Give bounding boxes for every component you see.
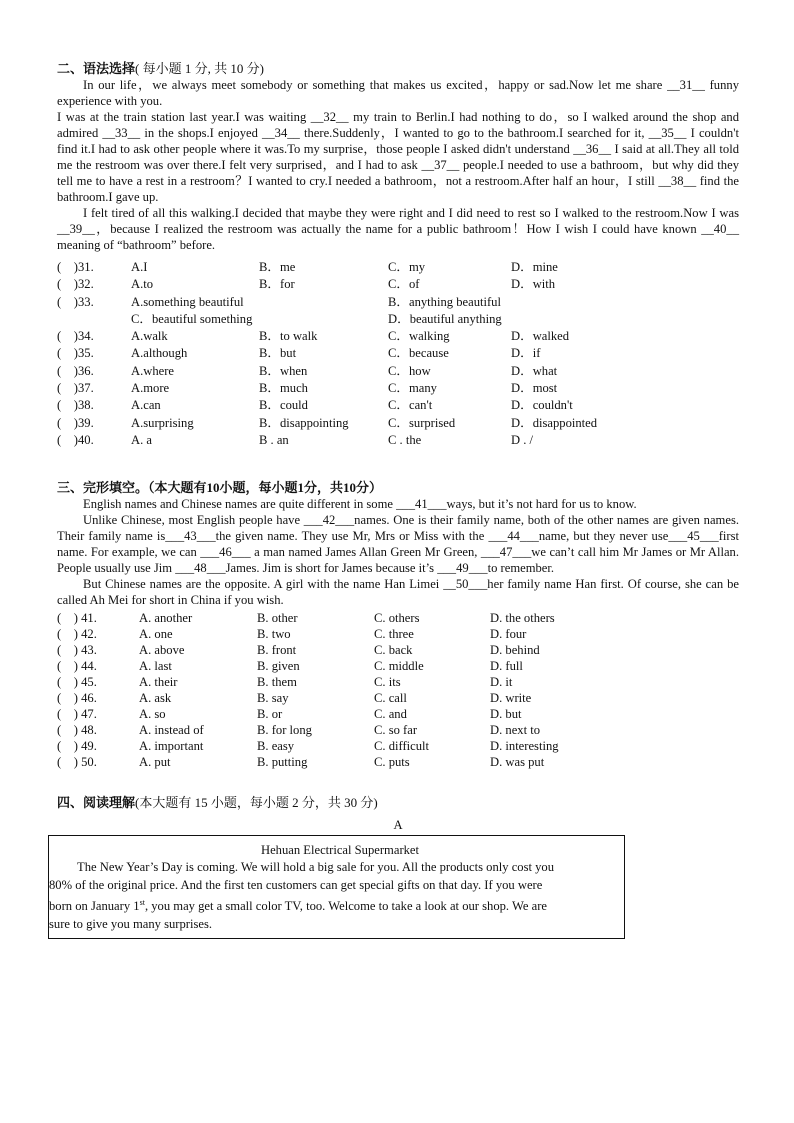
option-row xyxy=(57,706,600,722)
option-a[interactable]: A. instead of xyxy=(139,723,204,738)
option-b[interactable]: B．could xyxy=(259,398,308,413)
option-b[interactable]: B. or xyxy=(257,707,283,722)
option-c[interactable]: C. middle xyxy=(374,659,424,674)
option-a[interactable]: A.can xyxy=(131,398,161,413)
option-a[interactable]: C．beautiful something xyxy=(131,311,253,326)
option-b[interactable]: B．for xyxy=(259,277,295,292)
option-row xyxy=(57,642,600,658)
option-b[interactable]: B. for long xyxy=(257,723,312,738)
option-b[interactable]: B. putting xyxy=(257,755,308,770)
option-d[interactable]: D. the others xyxy=(490,611,555,626)
option-row xyxy=(57,690,600,706)
option-c[interactable]: C . the xyxy=(388,432,422,447)
option-b[interactable]: B. them xyxy=(257,675,297,690)
option-c[interactable]: C. back xyxy=(374,643,413,658)
option-row xyxy=(57,738,600,754)
option-d[interactable]: D. but xyxy=(490,707,522,722)
option-d[interactable]: D. write xyxy=(490,691,532,706)
question-number: ( ) 44. xyxy=(57,659,97,674)
advertisement-box xyxy=(48,835,625,939)
option-c[interactable]: C. and xyxy=(374,707,407,722)
option-d[interactable]: D. it xyxy=(490,675,513,690)
option-row xyxy=(57,259,621,276)
question-number: ( )40. xyxy=(57,432,94,447)
option-a[interactable]: A. last xyxy=(139,659,172,674)
option-d[interactable]: D . / xyxy=(511,432,534,447)
option-row xyxy=(57,276,621,293)
option-b[interactable]: B. given xyxy=(257,659,300,674)
option-row xyxy=(57,328,621,345)
section-grammar xyxy=(57,60,739,449)
option-a[interactable]: A.something beautiful xyxy=(131,294,244,309)
option-c[interactable]: C. difficult xyxy=(374,739,430,754)
option-d[interactable]: D. behind xyxy=(490,643,540,658)
paragraph: But Chinese names are the opposite. A girl with the name Han Limei __50___her family name Han first. Of course, she can be called Ah Mei for short in China if you wish. xyxy=(57,577,739,608)
question-number: ( )38. xyxy=(57,398,94,413)
option-c[interactable]: C．my xyxy=(388,260,426,274)
option-d[interactable]: D．walked xyxy=(511,329,570,344)
question-number: ( )31. xyxy=(57,260,94,274)
option-c[interactable]: C．walking xyxy=(388,329,450,344)
option-row xyxy=(57,610,600,626)
option-a[interactable]: A. another xyxy=(139,611,193,626)
option-c[interactable]: C．many xyxy=(388,381,437,396)
option-a[interactable]: A.walk xyxy=(131,329,168,344)
option-a[interactable]: A. put xyxy=(139,755,171,770)
option-d[interactable]: D. next to xyxy=(490,723,541,738)
question-number: ( )34. xyxy=(57,329,94,344)
option-row xyxy=(57,674,600,690)
option-c[interactable]: C．because xyxy=(388,346,449,361)
option-d[interactable]: D. was put xyxy=(490,755,545,770)
question-number xyxy=(57,311,131,328)
question-number: ( ) 46. xyxy=(57,691,97,706)
option-a[interactable]: A.where xyxy=(131,363,175,378)
section-reading xyxy=(49,794,739,939)
paragraph: I was at the train station last year.I was waiting __32__ my train to Berlin.I had nothing to do，so I walked around the shop and admired __33__ in the shops.I enjoyed __34__ there.Suddenly，I wanted to go to the bathroom.I searched for it, __35__ I couldn't find it.I had to ask other people where it was.To my surprise，those people I asked didn't understand __36__ I said at all.They all told me the restroom was over there.I felt very surprised，and I had to ask __37__ people.I needed to use a bathroom，but why did they tell me to have a rest in a restroom？I wanted to cry.I needed a bathroom，not a restroom.After half an hour，I still __38__ find the bathroom.I gave up. xyxy=(57,110,739,204)
ad-line: born on January 1st, you may get a small color TV, too. Welcome to take a look at our shop. We are xyxy=(49,898,547,914)
option-b[interactable]: B．when xyxy=(259,363,308,378)
option-row xyxy=(57,311,621,328)
option-c[interactable]: C. three xyxy=(374,627,414,642)
option-d[interactable]: D. interesting xyxy=(490,739,559,754)
ad-line: 80% of the original price. And the first ten customers can get special gifts on that day. If you were xyxy=(49,877,543,892)
option-row xyxy=(57,432,621,449)
option-c[interactable]: C．surprised xyxy=(388,415,456,430)
option-a[interactable]: A. so xyxy=(139,707,166,722)
question-number: ( ) 41. xyxy=(57,611,97,626)
question-number: ( )33. xyxy=(57,294,94,309)
question-number: ( )37. xyxy=(57,381,94,396)
option-d[interactable]: D. four xyxy=(490,627,527,642)
option-a[interactable]: A. important xyxy=(139,739,204,754)
option-d[interactable]: D．most xyxy=(511,381,558,396)
option-b[interactable]: B. front xyxy=(257,643,297,658)
option-row xyxy=(57,415,621,432)
option-b[interactable]: B．but xyxy=(259,346,297,361)
paragraph: English names and Chinese names are quite different in some ___41___ways, but it’s not hard for us to know. xyxy=(83,497,637,512)
paragraph: I felt tired of all this walking.I decided that maybe they were right and I did need to rest so I walked to the restroom.Now I was __39__，because I realized the restroom was actually the name for a public bathroom！How I wish I could have known __40__ meaning of “bathroom” before. xyxy=(57,206,739,252)
option-b[interactable]: B. other xyxy=(257,611,298,626)
question-number: ( ) 48. xyxy=(57,723,97,738)
option-a[interactable]: A. their xyxy=(139,675,178,690)
option-d[interactable]: D．couldn't xyxy=(511,398,573,413)
option-a[interactable]: A.surprising xyxy=(131,415,194,430)
question-number: ( )39. xyxy=(57,415,94,430)
option-c[interactable]: D．beautiful anything xyxy=(388,311,502,326)
option-row xyxy=(57,363,621,380)
option-row xyxy=(57,626,600,642)
option-a[interactable]: A.although xyxy=(131,346,188,361)
ad-line: sure to give you many surprises. xyxy=(49,917,212,932)
option-a[interactable]: A.I xyxy=(131,260,148,274)
option-c[interactable]: C. so far xyxy=(374,723,418,738)
option-row xyxy=(57,658,600,674)
option-d[interactable]: D．with xyxy=(511,277,556,292)
option-d[interactable]: D．what xyxy=(511,363,558,378)
option-b[interactable]: B．much xyxy=(259,381,308,396)
question-number: ( )36. xyxy=(57,363,94,378)
option-d[interactable]: D．if xyxy=(511,346,541,361)
option-row xyxy=(57,380,621,397)
option-d[interactable]: D．disappointed xyxy=(511,415,598,430)
option-c[interactable]: C. others xyxy=(374,611,420,626)
exam-page xyxy=(49,60,739,939)
ad-title: Hehuan Electrical Supermarket xyxy=(260,843,420,858)
option-b[interactable]: B. say xyxy=(257,691,289,706)
question-number: ( ) 47. xyxy=(57,707,97,722)
question-number: ( )32. xyxy=(57,277,94,292)
option-c[interactable]: C. puts xyxy=(374,755,410,770)
option-a[interactable]: A.to xyxy=(131,277,154,292)
option-a[interactable]: A.more xyxy=(131,381,170,396)
section-title: 二、语法选择( 每小题 1 分, 共 10 分) xyxy=(57,61,264,76)
option-c[interactable]: C. call xyxy=(374,691,407,706)
question-number: ( ) 50. xyxy=(57,755,97,770)
paragraph: Unlike Chinese, most English people have ___42___names. One is their family name, both of the other names are given names. Their family name is___43___the given name. They use Mr, Mrs or Miss with the ___44___name, but they never use___45___first name. For example, we can ___46___ a man named James Allan Green Mr Green, ___47___we can’t call him Mr James or Mr Allan. People usually use Jim ___48___James. Jim is short for James because it’s ___49___to remember. xyxy=(57,513,739,576)
section-title: 四、阅读理解(本大题有 15 小题，每小题 2 分，共 30 分) xyxy=(57,795,378,811)
option-row xyxy=(57,754,600,770)
option-a[interactable]: A. ask xyxy=(139,691,172,706)
option-c[interactable]: B．anything beautiful xyxy=(388,294,501,309)
option-a[interactable]: A. a xyxy=(131,432,152,447)
option-c[interactable]: C．of xyxy=(388,277,420,292)
option-c[interactable]: C．how xyxy=(388,363,431,378)
option-b[interactable]: B．to walk xyxy=(259,329,318,344)
part-label: A xyxy=(393,818,403,833)
option-b[interactable]: B. easy xyxy=(257,739,295,754)
option-a[interactable]: A. above xyxy=(139,643,185,658)
option-b[interactable]: B．me xyxy=(259,260,296,274)
option-d[interactable]: D. full xyxy=(490,659,523,674)
section-cloze xyxy=(57,479,739,770)
option-row xyxy=(57,722,600,738)
option-row xyxy=(57,397,621,414)
question-number: ( ) 45. xyxy=(57,675,97,690)
section-title: 三、完形填空。（本大题有10小题，每小题1分，共10分） xyxy=(57,480,383,496)
option-row xyxy=(57,294,621,311)
question-number: ( ) 43. xyxy=(57,643,97,658)
passage xyxy=(57,77,739,253)
option-b[interactable]: B. two xyxy=(257,627,291,642)
paragraph: In our life，we always meet somebody or something that makes us excited，happy or sad.Now let me share __31__ funny experience with you. xyxy=(57,78,739,108)
question-number: ( ) 49. xyxy=(57,739,97,754)
option-d[interactable]: D．mine xyxy=(511,260,558,274)
question-number: ( )35. xyxy=(57,346,94,361)
option-row xyxy=(57,345,621,362)
passage xyxy=(57,496,739,608)
ad-line: The New Year’s Day is coming. We will hold a big sale for you. All the products only cost you xyxy=(77,860,555,875)
option-a[interactable]: A. one xyxy=(139,627,173,642)
option-c[interactable]: C．can't xyxy=(388,398,433,413)
question-number: ( ) 42. xyxy=(57,627,97,642)
options-table xyxy=(57,610,600,770)
option-b[interactable]: B . an xyxy=(259,432,289,447)
options-table xyxy=(57,259,621,449)
option-b[interactable]: B．disappointing xyxy=(259,415,349,430)
option-c[interactable]: C. its xyxy=(374,675,401,690)
